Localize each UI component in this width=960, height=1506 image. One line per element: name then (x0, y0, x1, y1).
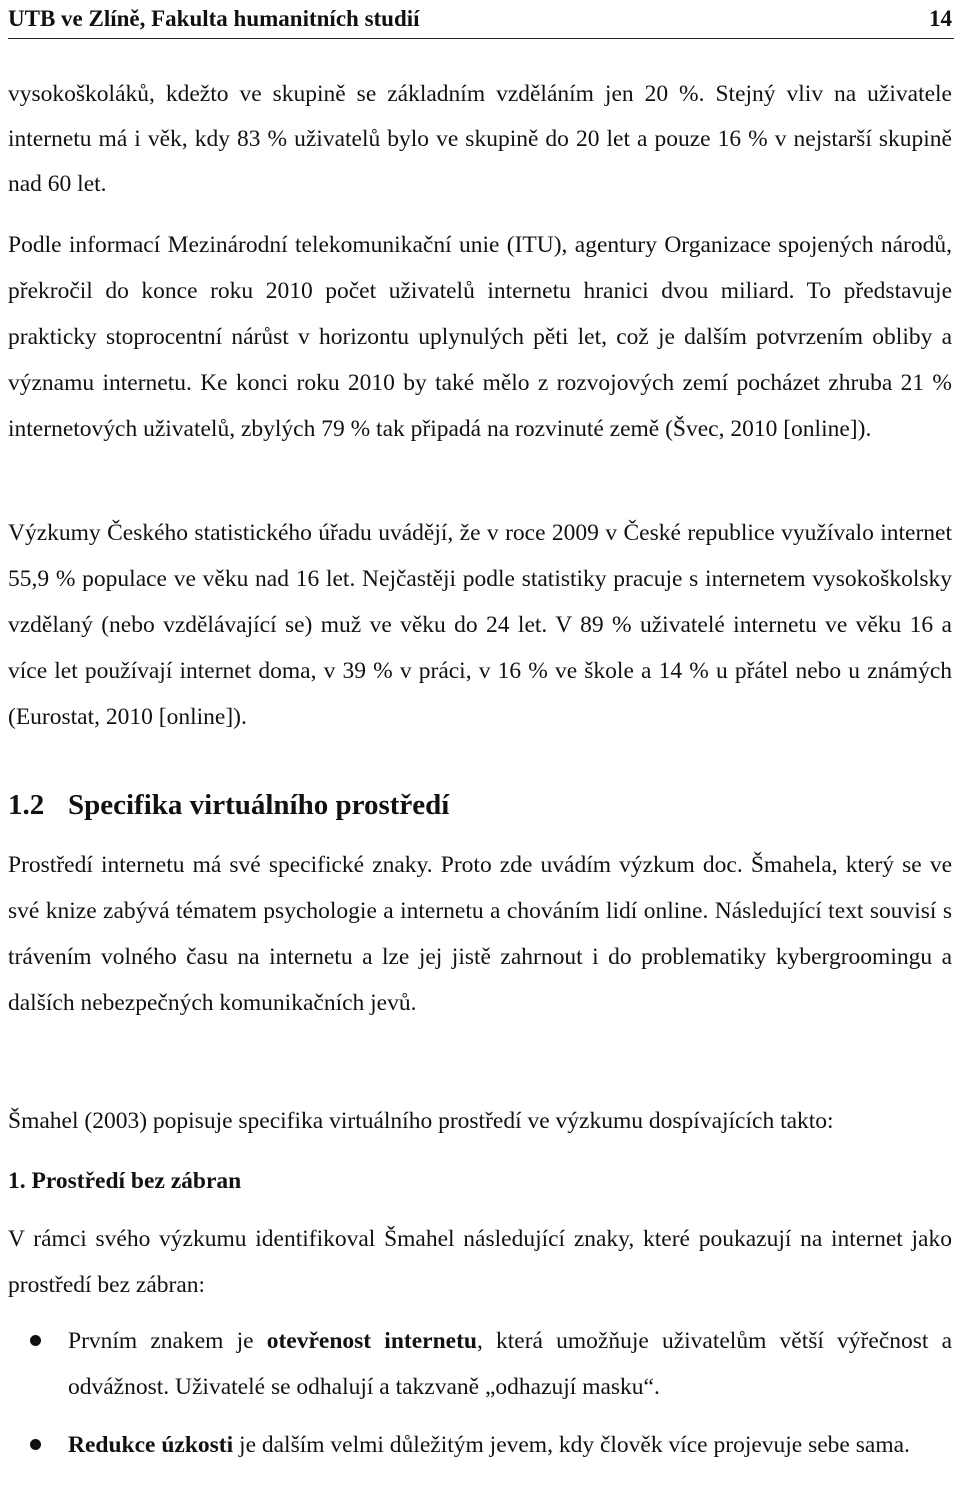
paragraph-czso-research: Výzkumy Českého statistického úřadu uvádějí, že v roce 2009 v České republice využívalo internet 55,9 % populace ve věku nad 16 let. Nejčastěji podle statistiky pracuje s internetem vysokoškolsky vzdělaný (nebo vzdělávající se) muž ve věku do 24 let. V 89 % uživatelé internetu ve věku 16 a více let používají internet doma, v 39 % v práci, v 16 % ve škole a 14 % u přátel nebo u známých (Eurostat, 2010 [online]). (8, 520, 952, 730)
paragraph-smahel-findings: V rámci svého výzkumu identifikoval Šmahel následující znaky, které poukazují na internet jako prostředí bez zábran: (8, 1226, 952, 1298)
section-title: Specifika virtuálního prostředí (68, 789, 450, 821)
bullet-text-after: je dalším velmi důležitým jevem, kdy člověk více projevuje sebe sama. (233, 1432, 910, 1458)
subsection-heading: 1. Prostředí bez zábran (8, 1168, 242, 1194)
paragraph-smahel-intro: Šmahel (2003) popisuje specifika virtuálního prostředí ve výzkumu dospívajících takto: (8, 1108, 834, 1134)
page-number: 14 (929, 6, 952, 31)
list-item (8, 1318, 952, 1410)
paragraph-itu-statistics: Podle informací Mezinárodní telekomunikační unie (ITU), agentury Organizace spojených národů, překročil do konce roku 2010 počet uživatelů internetu hranici dvou miliard. To představuje prakticky stoprocentní nárůst v horizontu uplynulých pěti let, což je dalším potvrzením obliby a významu internetu. Ke konci roku 2010 by také mělo z rozvojových zemí pocházet zhruba 21 % internetových uživatelů, zbylých 79 % tak připadá na rozvinuté země (Švec, 2010 [online]). (8, 232, 952, 442)
bullet-bold-term: otevřenost internetu (266, 1328, 477, 1354)
bullet-icon (30, 1335, 41, 1346)
page-header (8, 0, 954, 39)
list-item (8, 1422, 952, 1468)
bullet-text-before: Prvním znakem je (68, 1328, 267, 1354)
bullet-list (8, 1318, 952, 1480)
paragraph-education-age: vysokoškoláků, kdežto ve skupině se základním vzděláním jen 20 %. Stejný vliv na uživatele internetu má i věk, kdy 83 % uživatelů bylo ve skupině do 20 let a pouze 16 % v nejstarší skupině nad 60 let. (8, 81, 952, 197)
bullet-text-after: , která umožňuje uživatelům větší výřečnost a odvážnost. Uživatelé se odhalují a takzvaně „odhazují masku“. (68, 1328, 953, 1400)
paragraph-internet-environment: Prostředí internetu má své specifické znaky. Proto zde uvádím výzkum doc. Šmahela, který se ve své knize zabývá tématem psychologie a internetu a chováním lidí online. Následující text souvisí s trávením volného času na internetu a lze jej jistě zahrnout i do problematiky kybergroomingu a dalších nebezpečných komunikačních jevů. (8, 852, 952, 1016)
section-number: 1.2 (8, 789, 45, 821)
bullet-bold-term: Redukce úzkosti (68, 1432, 234, 1458)
section-heading (8, 782, 449, 828)
header-title: UTB ve Zlíně, Fakulta humanitních studií (8, 6, 420, 31)
bullet-icon (30, 1439, 41, 1450)
